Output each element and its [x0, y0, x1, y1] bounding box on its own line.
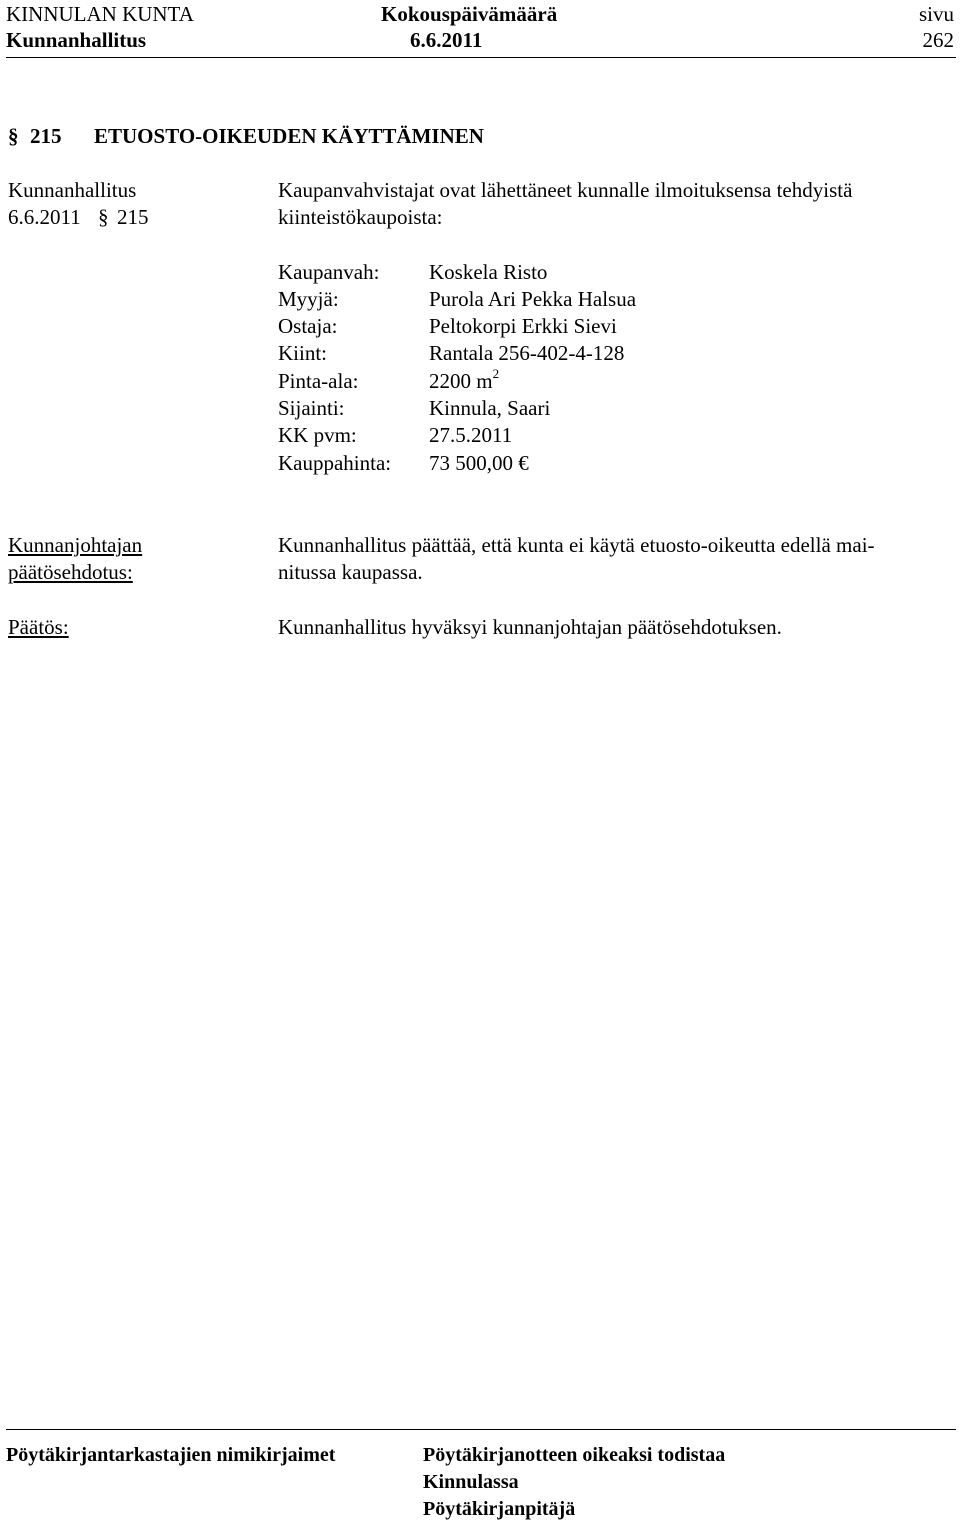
detail-label-property: Kiint:	[278, 341, 328, 365]
section-number: 215	[30, 124, 62, 148]
section-symbol: §	[8, 124, 19, 148]
detail-value-property: Rantala 256-402-4-128	[429, 341, 625, 365]
detail-value-price: 73 500,00 €	[429, 451, 529, 475]
proposal-label-line-1: Kunnanjohtajan	[8, 533, 143, 557]
section-title: ETUOSTO-OIKEUDEN KÄYTTÄMINEN	[94, 124, 484, 148]
date-label: Kokouspäivämäärä	[381, 2, 558, 26]
detail-value-location: Kinnula, Saari	[429, 396, 551, 420]
area-superscript: 2	[492, 366, 500, 381]
proposal-text-line-2: nitussa kaupassa.	[278, 560, 423, 584]
detail-label-buyer: Ostaja:	[278, 314, 338, 338]
proposal-label-line-2: päätösehdotus:	[8, 560, 133, 584]
intro-line-1: Kaupanvahvistajat ovat lähettäneet kunnalle ilmoituksensa tehdyistä	[278, 178, 853, 202]
decision-label: Päätös:	[8, 615, 69, 639]
footer-secretary-label: Pöytäkirjanpitäjä	[423, 1498, 576, 1520]
org-name: KINNULAN KUNTA	[6, 2, 194, 26]
footer-initials-label: Pöytäkirjantarkastajien nimikirjaimet	[6, 1444, 336, 1466]
decision-text: Kunnanhallitus hyväksyi kunnanjohtajan päätösehdotuksen.	[278, 615, 782, 639]
ref-body: Kunnanhallitus	[8, 178, 137, 202]
meeting-body: Kunnanhallitus	[6, 28, 147, 52]
header-rule	[6, 57, 956, 58]
page-number: 262	[922, 28, 954, 52]
detail-value-seller-notary: Koskela Risto	[429, 260, 548, 284]
detail-value-area: 2200 $m^2$	[429, 366, 500, 393]
detail-value-buyer: Peltokorpi Erkki Sievi	[429, 314, 617, 338]
detail-value-seller: Purola Ari Pekka Halsua	[429, 287, 637, 311]
intro-line-2: kiinteistökaupoista:	[278, 205, 443, 229]
ref-symbol: §	[98, 205, 109, 229]
ref-number: 215	[117, 205, 149, 229]
detail-label-area: Pinta-ala:	[278, 369, 359, 393]
page-label: sivu	[918, 2, 954, 26]
meeting-date: 6.6.2011	[410, 28, 483, 52]
ref-date: 6.6.2011	[8, 205, 81, 229]
detail-label-seller-notary: Kaupanvah:	[278, 260, 380, 284]
detail-label-seller: Myyjä:	[278, 287, 339, 311]
detail-label-sale-date: KK pvm:	[278, 423, 357, 447]
footer-place: Kinnulassa	[423, 1471, 519, 1493]
footer-certify-label: Pöytäkirjanotteen oikeaksi todistaa	[423, 1444, 726, 1466]
footer-rule	[6, 1429, 956, 1430]
detail-label-price: Kauppahinta:	[278, 451, 392, 475]
detail-label-location: Sijainti:	[278, 396, 345, 420]
proposal-text-line-1: Kunnanhallitus päättää, että kunta ei käytä etuosto-oikeutta edellä mai-	[278, 533, 875, 557]
detail-value-sale-date: 27.5.2011	[429, 423, 513, 447]
